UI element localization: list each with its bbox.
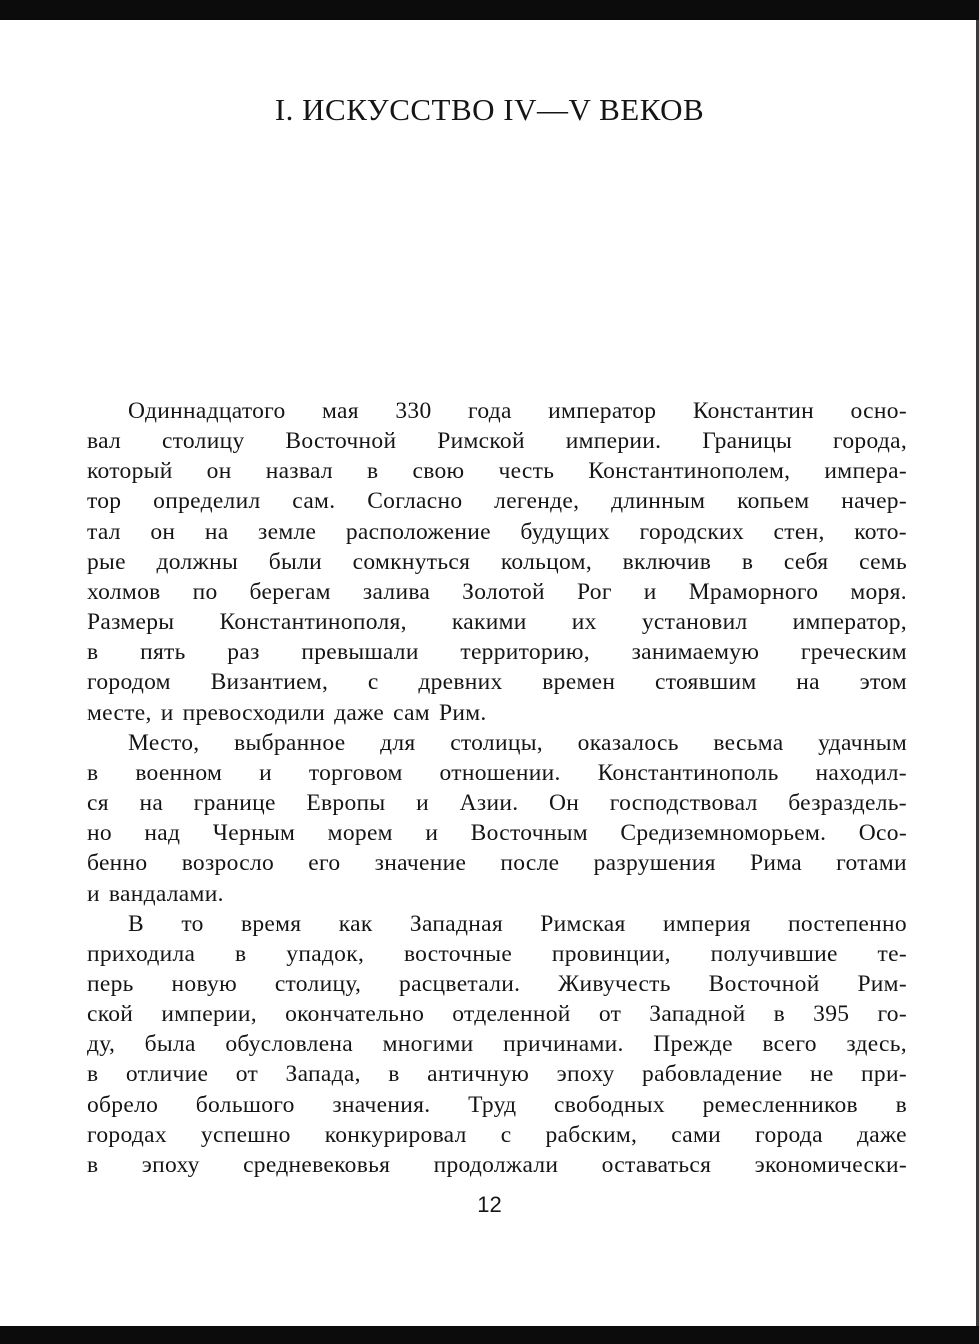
word: была [144,1031,196,1058]
word: честь [498,458,555,485]
word: Западной [649,1001,746,1028]
word: столицу, [274,970,362,997]
word: Константин [692,398,815,424]
word: эпоху [141,1151,200,1178]
word: обусловлена [225,1031,354,1058]
word: Константинополь [597,759,779,786]
word: границе [193,790,276,817]
word: в [388,1061,400,1088]
word: в [741,548,754,575]
word: в [87,759,99,786]
word: Мраморного [688,578,819,605]
word: и [416,790,429,817]
word: их [571,609,597,636]
text-line [87,728,907,758]
word: здесь, [846,1031,907,1058]
word: удачным [818,729,907,756]
word: назвал [265,458,333,485]
word: импера- [824,458,907,485]
text-line [87,667,907,697]
word: даже [334,699,385,726]
word: который [87,458,173,485]
word: этом [859,669,907,696]
word: длинным [611,488,706,515]
word: греческим [800,639,907,666]
text-line [87,788,907,818]
word: на [796,669,820,696]
word: ремесленников [702,1091,858,1118]
word: отношении. [439,759,561,786]
word: многими [382,1031,474,1058]
word: сам [393,699,430,726]
word: торговом [308,759,403,786]
word: значение [374,850,467,877]
word: империи, [161,1001,257,1028]
word: должны [156,548,239,575]
word: бенно [87,850,148,877]
word: в [87,639,99,666]
word: стоявшим [654,669,757,696]
paragraph [87,396,907,728]
word: Согласно [367,488,463,515]
word: В [128,910,144,937]
word: в [773,1001,786,1028]
word: даже [856,1121,907,1148]
text-line [87,999,907,1029]
text-line [87,607,907,637]
word: находил- [815,759,907,786]
word: продолжали [433,1151,559,1178]
word: Константинополя, [219,609,407,636]
scan-border-bottom [0,1326,979,1344]
word: время [240,910,302,937]
scan-border-top [0,0,979,20]
word: легенде, [494,488,580,515]
word: Живучесть [558,970,671,997]
text-line [87,547,907,577]
word: упадок, [286,940,365,967]
word: моря. [850,578,907,605]
word: берегам [249,578,331,605]
word: Он [548,790,580,817]
word: городах [87,1121,167,1148]
word: то [181,910,204,937]
word: сами [671,1121,722,1148]
word: значения. [332,1091,431,1118]
word: от [235,1061,259,1088]
text-line [87,577,907,607]
word: его [308,850,341,877]
word: кото- [854,518,907,545]
word: превосходили [182,699,326,726]
word: приходила [87,940,196,967]
word: всего [762,1031,817,1058]
word: кольцом, [500,548,592,575]
word: занимаемую [631,639,760,666]
word: Рима [749,850,802,877]
word: и [87,880,100,907]
word: Византием, [210,669,329,696]
word: столицу [161,428,245,455]
word: Рог [576,578,612,605]
word: рабовладение [642,1061,783,1088]
word: превышали [301,639,419,666]
word: земле [258,518,317,545]
text-line [87,1029,907,1059]
word: Азии. [459,790,519,817]
word: возросло [181,850,275,877]
word: Восточной [708,970,820,997]
word: Римская [540,910,626,937]
word: города, [833,428,907,455]
word: оставаться [601,1151,712,1178]
word: Размеры [87,609,175,636]
word: античную [427,1061,530,1088]
word: империи. [565,428,662,455]
word: расцветали. [399,970,521,997]
word: городских [639,518,744,545]
word: определил [153,488,261,515]
paragraph [87,728,907,909]
word: в [367,458,379,485]
word: 395 [813,1001,850,1028]
word: месте, [87,699,152,726]
word: военном [135,759,223,786]
text-line [87,848,907,878]
word: семь [859,548,907,575]
page-number: 12 [477,1192,502,1217]
text-line [87,818,907,848]
word: свободных [554,1091,665,1118]
word: Одиннадцатого [128,398,286,424]
word: после [500,850,560,877]
word: новую [171,970,237,997]
word: Осо- [858,820,907,847]
word: не [809,1061,834,1088]
word: на [204,518,229,545]
word: рые [87,548,126,575]
word: времен [542,669,616,696]
word: раз [227,639,260,666]
word: в [895,1091,907,1118]
body-text [87,396,907,1180]
word: он [206,458,232,485]
word: как [338,910,373,937]
word: го- [877,1001,907,1028]
word: холмов [87,578,161,605]
word: ду, [87,1031,116,1058]
word: сам. [292,488,336,515]
word: по [192,578,218,605]
word: Золотой [462,578,545,605]
text-line [87,969,907,999]
chapter-title: I. ИСКУССТВО IV—V ВЕКОВ [274,92,705,127]
word: при- [861,1061,907,1088]
word: отличие [125,1061,209,1088]
word: разрушения [593,850,716,877]
paragraph [87,909,907,1180]
word: Место, [128,729,200,756]
word: столицы, [450,729,543,756]
word: были [268,548,322,575]
word: Восточным [470,820,588,847]
word: и [643,578,657,605]
text-line [87,486,907,516]
word: для [380,729,416,756]
word: вал [87,428,122,455]
word: пять [140,639,186,666]
word: свою [412,458,465,485]
text-line [87,1090,907,1120]
word: начер- [841,488,907,515]
word: мая [322,398,359,424]
word: Границы [702,428,793,455]
word: Рим. [438,699,487,726]
word: выбранное [234,729,346,756]
word: древних [418,669,503,696]
word: установил [641,609,748,636]
text-line [87,456,907,486]
word: эпоху [556,1061,615,1088]
text-line [87,1120,907,1150]
word: в [235,940,247,967]
text-line [87,426,907,456]
word: экономически- [754,1151,907,1178]
text-line [87,396,907,426]
word: будущих [520,518,610,545]
word: на [139,790,164,817]
word: и [259,759,272,786]
text-line [87,879,907,909]
word: тор [87,488,122,515]
word: успешно [200,1121,291,1148]
word: вандалами. [108,880,224,907]
word: года [467,398,512,424]
word: с [367,669,379,696]
word: готами [836,850,907,877]
word: себя [783,548,829,575]
word: империя [662,910,751,937]
word: от [598,1001,622,1028]
word: города [755,1121,823,1148]
word: он [150,518,176,545]
word: и [425,820,439,847]
word: Восточной [285,428,397,455]
word: господствовал [609,790,758,817]
word: сомкнуться [352,548,471,575]
text-line [87,517,907,547]
word: Константинополем, [588,458,791,485]
word: ской [87,1001,134,1028]
word: Прежде [653,1031,733,1058]
word: тал [87,518,121,545]
word: Черным [212,820,296,847]
word: Средиземноморьем. [620,820,827,847]
word: Римской [437,428,525,455]
word: включив [622,548,712,575]
word: какими [451,609,527,636]
text-line [87,909,907,939]
word: окончательно [285,1001,425,1028]
word: средневековья [243,1151,391,1178]
text-line [87,698,907,728]
word: Запада, [285,1061,361,1088]
word: весьма [713,729,784,756]
word: получившие [710,940,838,967]
word: причинами. [503,1031,624,1058]
text-line [87,939,907,969]
word: территорию, [460,639,590,666]
word: 330 [395,398,432,424]
word: с [500,1121,512,1148]
word: император [548,398,657,424]
word: расположение [345,518,491,545]
word: Труд [468,1091,517,1118]
word: но [87,820,112,847]
word: безраздель- [788,790,907,817]
word: и [160,699,174,726]
word: копьем [737,488,810,515]
word: осно- [850,398,907,424]
word: конкурировал [324,1121,467,1148]
word: оказалось [577,729,679,756]
word: городом [87,669,171,696]
word: над [144,820,181,847]
word: Рим- [857,970,907,997]
word: восточные [403,940,513,967]
word: ся [87,790,109,817]
word: морем [327,820,393,847]
word: в [87,1061,99,1088]
word: перь [87,970,134,997]
word: стен, [773,518,825,545]
word: Западная [409,910,503,937]
word: постепенно [788,910,907,937]
word: Европы [306,790,386,817]
word: большого [195,1091,295,1118]
word: те- [877,940,907,967]
text-line [87,1059,907,1089]
word: рабским, [545,1121,638,1148]
word: в [87,1151,99,1178]
word: провинции, [551,940,671,967]
word: залива [362,578,431,605]
text-line [87,1150,907,1180]
word: отделенной [452,1001,571,1028]
word: обрело [87,1091,159,1118]
text-line [87,637,907,667]
word: император, [792,609,907,636]
text-line [87,758,907,788]
